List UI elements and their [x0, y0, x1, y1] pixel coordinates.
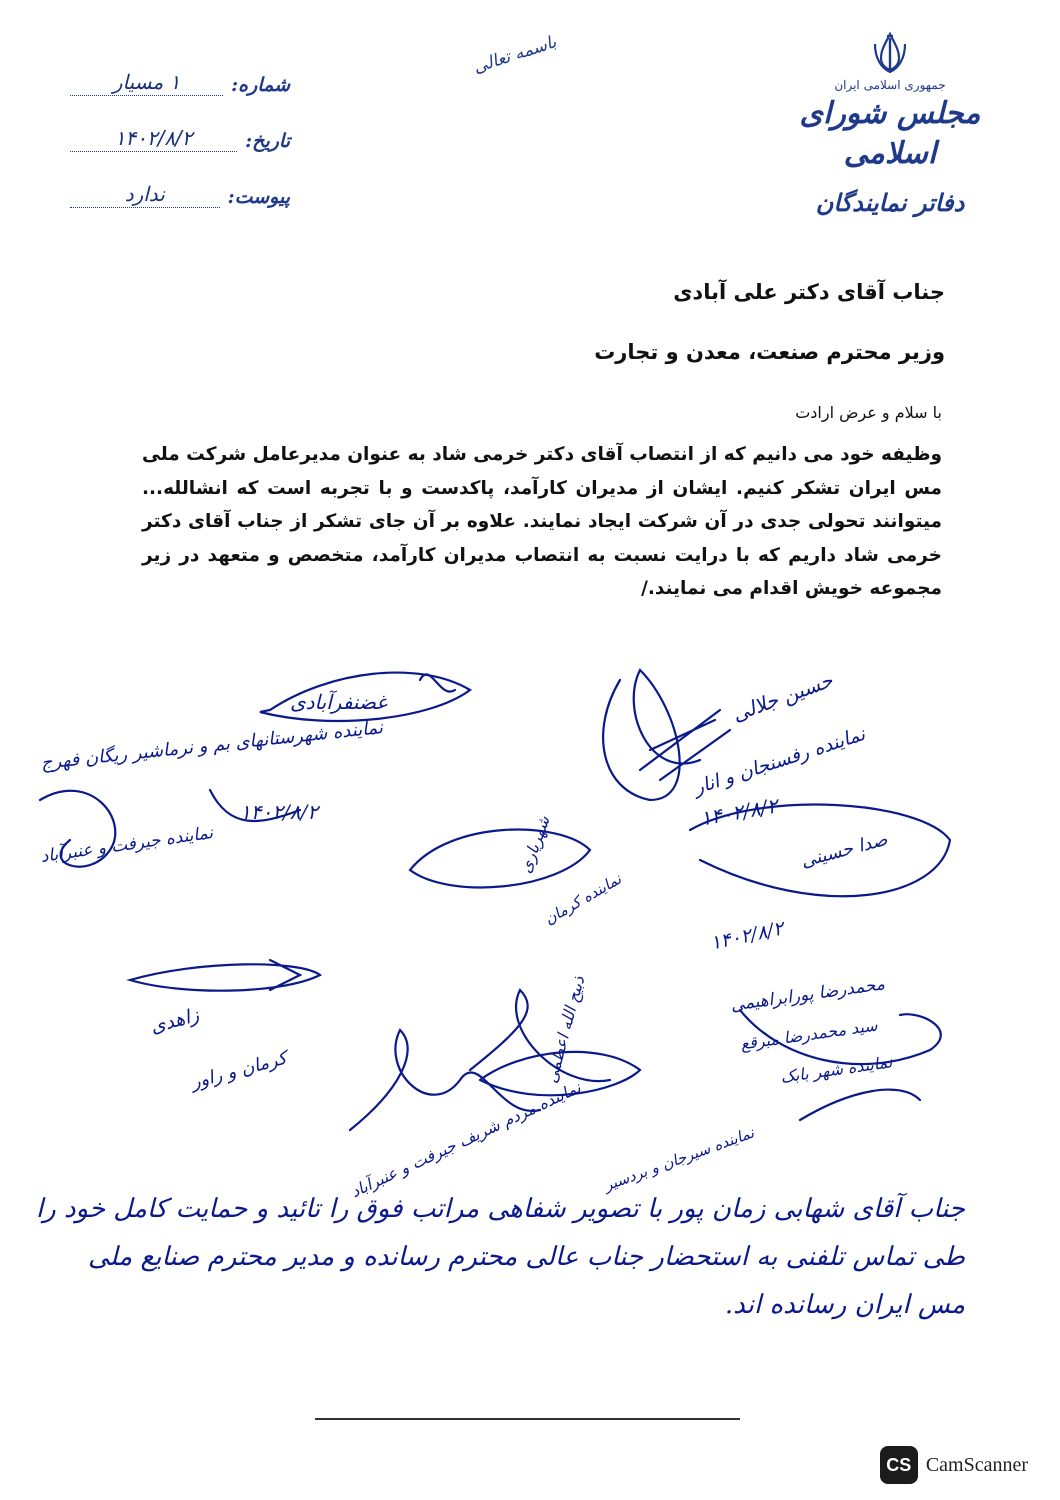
meta-number-value: ۱ مسیار [70, 69, 223, 96]
parliament-logo [790, 30, 990, 217]
meta-number-row [70, 40, 290, 96]
signature-jiroft-rep-2: نماینده مردم شریف جیرفت و عنبرآباد [347, 1077, 584, 1202]
signature-zahedi: زاهدی [147, 1003, 202, 1039]
office-label: دفاتر نمایندگان [815, 188, 965, 217]
signature-azami: ذبیح الله اعظمی [541, 974, 589, 1085]
meta-number-label: شماره: [231, 74, 290, 96]
parliament-name-line2: اسلامی [843, 136, 937, 171]
meta-attachment-row [70, 152, 290, 208]
signature-shahrbabak-rep: نماینده شهر بابک [779, 1052, 894, 1087]
republic-label: جمهوری اسلامی ایران [834, 78, 946, 92]
signature-rafsanjan-rep: نماینده رفسنجان و انار [690, 722, 868, 800]
signature-jiroft-rep-1: نماینده جیرفت و عنبرآباد [39, 823, 215, 867]
signature-date-2: ۱۴۰۲/۸/۲ [698, 793, 780, 831]
meta-date-value: ۱۴۰۲/۸/۲ [70, 125, 237, 152]
signature-kerman-rep: نماینده کرمان [541, 869, 625, 929]
addressee-name: جناب آقای دکتر علی آبادی [673, 280, 945, 304]
camscanner-label: CamScanner [925, 1453, 1028, 1476]
signature-kerman-ravar: کرمان و راور [188, 1047, 290, 1094]
signature-sirjan-rep: نماینده سیرجان و بردسیر [601, 1123, 757, 1195]
meta-attachment-value: ندارد [70, 181, 220, 208]
addressee-title: وزیر محترم صنعت، معدن و تجارت [594, 340, 945, 364]
emblem-icon [867, 30, 913, 76]
motto: باسمه تعالی [471, 32, 559, 78]
parliament-name-line1: مجلس شورای [799, 96, 981, 131]
meta-date-label: تاریخ: [245, 130, 290, 152]
signature-ghazanfarabadi: غضنفرآبادی [290, 690, 387, 714]
signature-date-3: ۱۴۰۲/۸/۲ [708, 917, 786, 955]
signatures-area [0, 650, 1060, 1270]
handwritten-note: جناب آقای شهابی زمان پور با تصویر شفاهی مراتب فوق را تائید و حمایت کامل خود را طی تماس تلفنی به استحضار جناب عالی محترم رسانده و مدیر محترم صنایع ملی مس ایران رسانده اند. [35, 1194, 965, 1320]
signature-hosseini: صدا حسینی [798, 828, 890, 873]
signature-shahriari: شهریاری [515, 813, 554, 876]
letter-meta [70, 40, 290, 208]
addressee-block [125, 280, 945, 378]
greeting: با سلام و عرض ارادت [795, 403, 942, 422]
signature-mobarqa: سید محمدرضا مبرقع [739, 1015, 879, 1054]
letter-body: وظیفه خود می دانیم که از انتصاب آقای دکتر خرمی شاد به عنوان مدیرعامل شرکت ملی مس ایران تشکر کنیم. ایشان از مدیران کارآمد، پاکدست و با تجربه است که انشالله... میتوانند تحولی جدی در آن شرکت ایجاد نمایند. علاوه بر آن جای تشکر از جناب آقای دکتر خرمی شاد داریم که با درایت نسبت به انتصاب مدیران کارآمد، متخصص و متعهد در زیر مجموعه خویش اقدام می نمایند./ [142, 444, 942, 600]
signature-date-1: ۱۴۰۲/۸/۲ [240, 800, 318, 824]
footer-divider [315, 1418, 740, 1420]
camscanner-logo-icon: CS [880, 1446, 918, 1484]
signature-jalali: حسین جلالی [729, 667, 836, 727]
camscanner-watermark [880, 1446, 1028, 1484]
meta-attachment-label: پیوست: [227, 186, 290, 208]
meta-date-row [70, 96, 290, 152]
signature-pourebrahimi: محمدرضا پورابراهیمی [729, 974, 887, 1016]
signature-bam-rep: نماینده شهرستانهای بم و نرماشیر ریگان فهرج [39, 717, 384, 774]
